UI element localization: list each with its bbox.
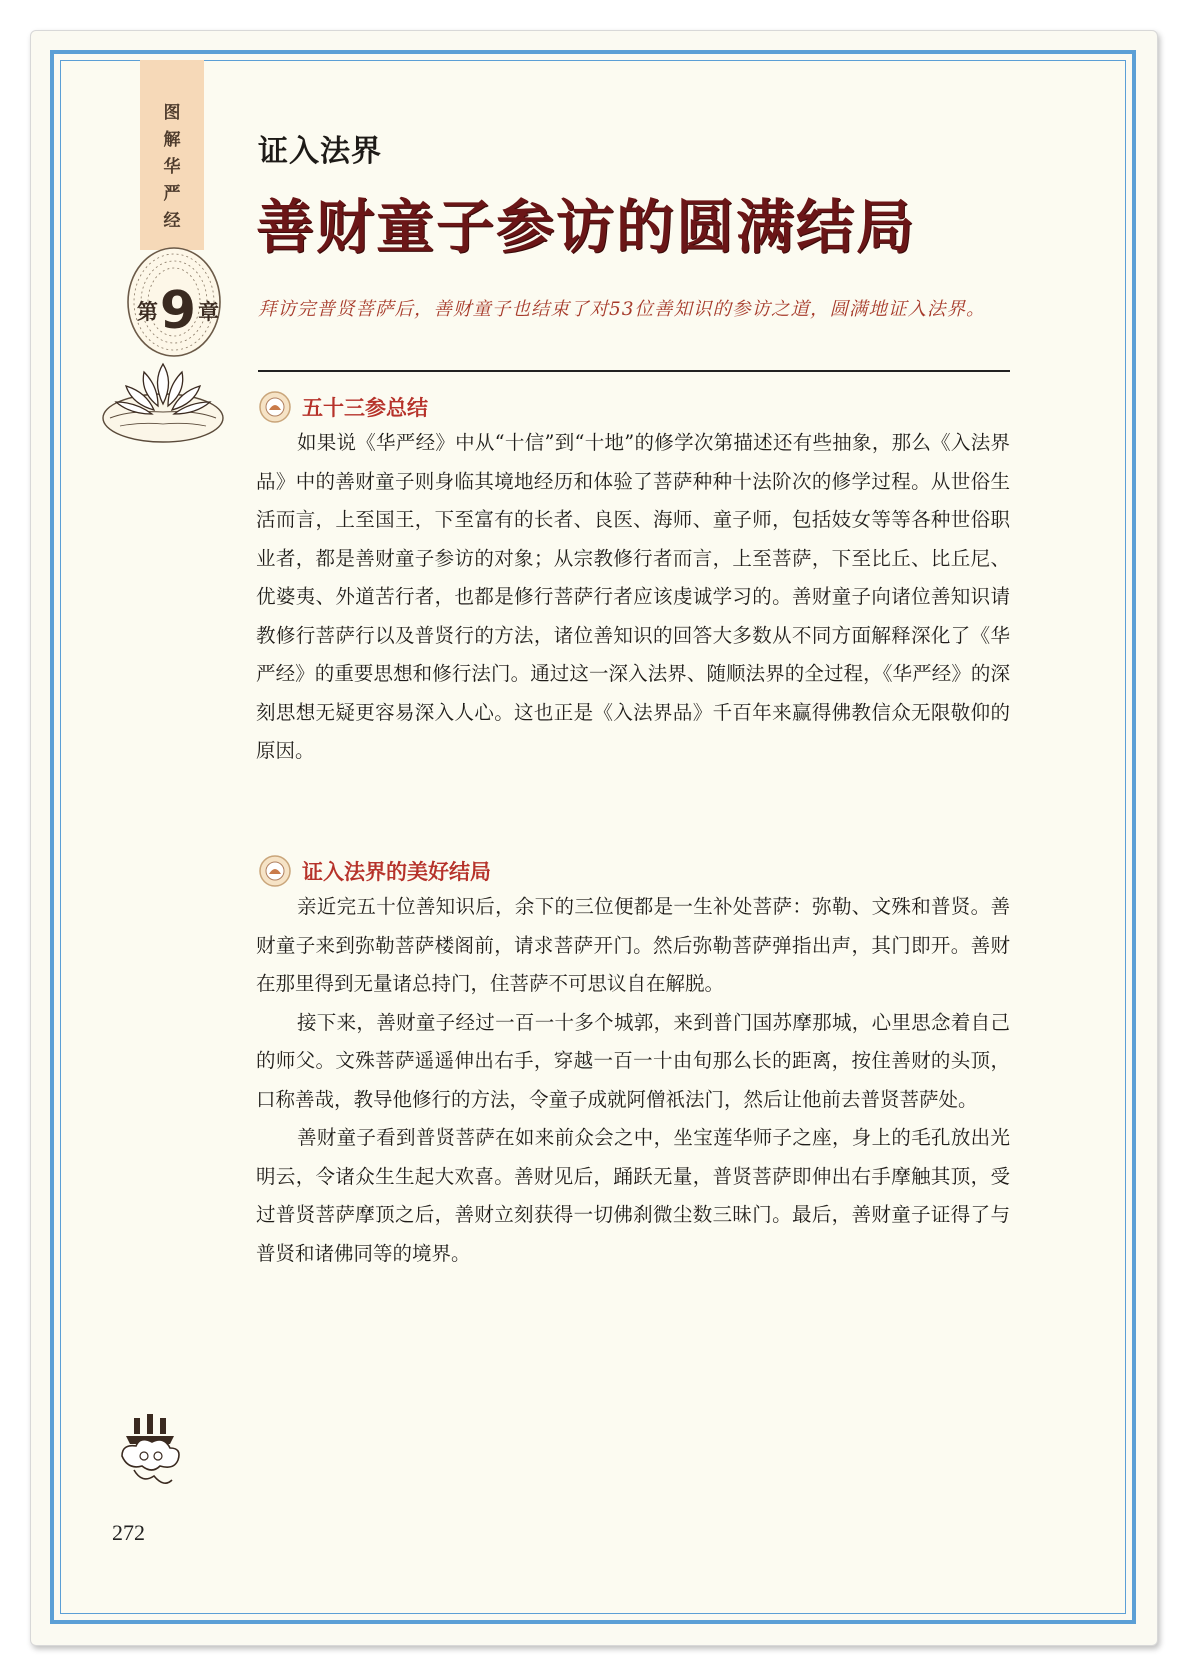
cloud-ornament-icon: [114, 1410, 186, 1492]
chapter-prefix: 第: [136, 299, 158, 324]
page-title: 善财童子参访的圆满结局: [256, 193, 917, 261]
side-tab-char: 图: [163, 103, 181, 123]
section-body: [256, 424, 1010, 771]
side-tab-char: 解: [163, 130, 181, 150]
chapter-label: [128, 281, 228, 341]
section-heading-text: 五十三参总结: [302, 396, 428, 420]
section-body: [256, 888, 1010, 1273]
section-heading-text: 证入法界的美好结局: [302, 860, 491, 884]
side-tab-char: 严: [163, 184, 181, 204]
section-heading: [258, 854, 491, 888]
paragraph: 如果说《华严经》中从“十信”到“十地”的修学次第描述还有些抽象，那么《入法界品》中的善财童子则身临其境地经历和体验了菩萨种种十法阶次的修学过程。从世俗生活而言，上至国王，下至富有的长者、良医、海师、童子师，包括妓女等等各种世俗职业者，都是善财童子参访的对象；从宗教修行者而言，上至菩萨，下至比丘、比丘尼、优婆夷、外道苦行者，也都是修行菩萨行者应该虔诚学习的。善财童子向诸位善知识请教修行菩萨行以及普贤行的方法，诸位善知识的回答大多数从不同方面解释深化了《华严经》的重要思想和修行法门。通过这一深入法界、随顺法界的全过程，《华严经》的深刻思想无疑更容易深入人心。这也正是《入法界品》千百年来赢得佛教信众无限敬仰的原因。: [256, 431, 1010, 762]
paragraph: 接下来，善财童子经过一百一十多个城郭，来到普门国苏摩那城，心里思念着自己的师父。文殊菩萨遥遥伸出右手，穿越一百一十由旬那么长的距离，按住善财的头顶，口称善哉，教导他修行的方法，令童子成就阿僧祇法门，然后让他前去普贤菩萨处。: [256, 1010, 1010, 1111]
page-number: 272: [112, 1520, 145, 1545]
side-tab-char: 经: [163, 211, 181, 231]
chapter-number: 9: [159, 281, 197, 341]
section-heading: [258, 390, 428, 424]
page-subtitle: 证入法界: [258, 134, 382, 169]
intro-text: 拜访完普贤菩萨后，善财童子也结束了对53位善知识的参访之道，圆满地证入法界。: [258, 299, 986, 320]
chapter-suffix: 章: [198, 299, 220, 324]
paragraph: 善财童子看到普贤菩萨在如来前众会之中，坐宝莲华师子之座，身上的毛孔放出光明云，令诸众生生起大欢喜。善财见后，踊跃无量，普贤菩萨即伸出右手摩触其顶，受过普贤菩萨摩顶之后，善财立刻获得一切佛刹微尘数三昧门。最后，善财童子证得了与普贤和诸佛同等的境界。: [256, 1126, 1010, 1265]
side-tab-label: [140, 100, 204, 235]
paragraph: 亲近完五十位善知识后，余下的三位便都是一生补处菩萨：弥勒、文殊和普贤。善财童子来到弥勒菩萨楼阁前，请求菩萨开门。然后弥勒菩萨弹指出声，其门即开。善财在那里得到无量诸总持门，住菩萨不可思议自在解脱。: [256, 895, 1010, 995]
section-badge-icon: [258, 854, 292, 888]
lotus-icon: [100, 356, 226, 446]
side-tab-char: 华: [163, 157, 181, 177]
section-badge-icon: [258, 390, 292, 424]
header-divider: [258, 370, 1010, 372]
